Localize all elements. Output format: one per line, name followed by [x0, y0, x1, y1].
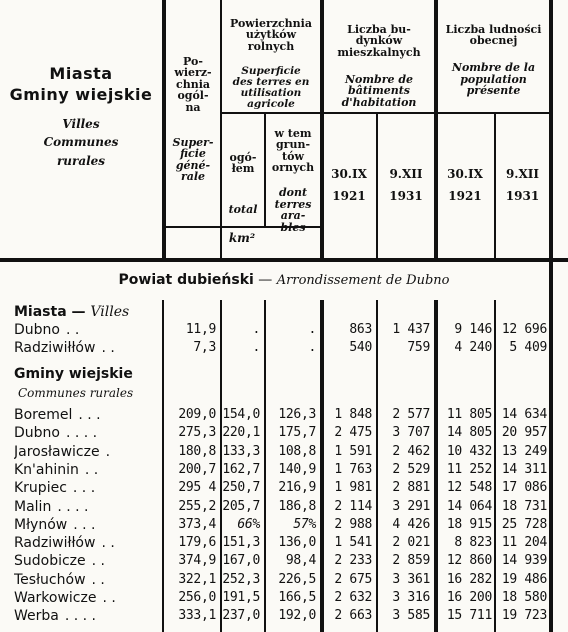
cell-b1931: 3 361: [392, 571, 430, 587]
cell-b1921: 1 763: [334, 461, 372, 477]
corner-header: [0, 66, 162, 167]
cell-agri-arable: 186,8: [278, 498, 316, 514]
table-row: [0, 589, 568, 607]
row-leader-dots: .: [105, 443, 111, 460]
cell-agri-arable: 57%: [293, 516, 316, 532]
table-row: [0, 571, 568, 589]
row-leader-dots: . .: [84, 461, 99, 478]
area-total-header: [166, 44, 220, 195]
cell-agri-total: .: [252, 340, 260, 356]
corner-label-communes: Gminy wiejskie: [9, 84, 153, 104]
cell-b1931: 759: [407, 340, 430, 356]
date-buildings-1921: 30.IX: [331, 167, 367, 181]
row-name: [14, 424, 164, 442]
row-name: [14, 406, 164, 424]
row-leader-dots: . . .: [78, 407, 101, 423]
cell-p1921: 16 282: [446, 571, 492, 587]
cell-p1931: 5 409: [509, 340, 547, 356]
year-population-1921: 1921: [448, 189, 482, 203]
towns-heading-pl: Miasta: [14, 304, 67, 320]
cell-p1931: 19 723: [501, 608, 547, 624]
cell-agri-arable: 216,9: [278, 480, 316, 496]
year-population-1931: 1931: [505, 189, 540, 203]
cell-p1931: 25 728: [501, 516, 547, 532]
cell-b1931: 2 462: [392, 443, 430, 459]
row-name: [14, 589, 164, 607]
cell-area: 322,1: [178, 571, 216, 587]
row-name-text: Radziwiłłów: [14, 535, 96, 552]
cell-agri-arable: 226,5: [278, 571, 316, 587]
cell-b1921: 1 981: [334, 480, 372, 496]
cell-agri-total: 133,3: [222, 443, 260, 459]
row-name: [14, 443, 164, 461]
cell-area: 275,3: [178, 425, 216, 441]
cell-agri-total: 162,7: [222, 461, 260, 477]
area-total-label-fr: Super- ficie géné- rale: [172, 135, 214, 184]
row-name-text: Dubno: [14, 425, 60, 442]
header-bottom-rule: [0, 258, 568, 262]
cell-agri-arable: 126,3: [278, 407, 316, 422]
cell-agri-arable: 192,0: [278, 608, 316, 624]
buildings-header: [324, 12, 434, 120]
cell-b1931: 2 021: [392, 535, 430, 551]
towns-heading-dash: —: [71, 304, 86, 320]
table-row: [0, 552, 568, 570]
buildings-label-fr: Nombre de bâtiments d'habitation: [341, 72, 417, 109]
corner-label-towns: Miasta: [49, 64, 113, 83]
cell-area: 373,4: [178, 516, 216, 532]
section-title-dash: —: [258, 272, 273, 288]
cell-p1931: 17 086: [501, 480, 547, 496]
cell-p1921: 12 548: [446, 480, 492, 496]
towns-heading: [0, 303, 568, 321]
table-row: [0, 498, 568, 516]
corner-label-communes-fr: Communes: [43, 135, 119, 150]
cell-agri-arable: .: [308, 322, 316, 337]
agri-total-header: [222, 140, 264, 227]
table-row: [0, 424, 568, 442]
row-leader-dots: . .: [101, 340, 115, 357]
row-name: [14, 516, 164, 534]
unit-label: km²: [228, 231, 256, 245]
cell-p1931: 18 731: [501, 498, 547, 514]
row-name: [14, 479, 164, 497]
cell-area: 200,7: [178, 461, 216, 477]
cell-agri-total: 205,7: [222, 498, 260, 514]
cell-b1931: 2 577: [392, 407, 430, 422]
agri-total-label-pl: ogó- łem: [229, 150, 257, 176]
cell-agri-total: 237,0: [222, 608, 260, 624]
table-row: [0, 607, 568, 625]
agri-area-label-pl: Powierzchnia użytków rolnych: [229, 16, 312, 53]
cell-b1921: 1 591: [334, 443, 372, 459]
cell-agri-arable: 140,9: [278, 461, 316, 477]
row-name-text: Radziwiłłów: [14, 340, 96, 357]
cell-p1921: 18 915: [446, 516, 492, 532]
table-row: [0, 516, 568, 534]
cell-agri-total: 220,1: [222, 425, 260, 441]
cell-b1931: 3 316: [392, 590, 430, 605]
row-leader-dots: . .: [91, 553, 106, 570]
cell-b1921: 863: [349, 322, 372, 337]
cell-b1931: 2 859: [392, 553, 430, 569]
buildings-label-pl: Liczba bu- dynków mieszkalnych: [337, 22, 421, 59]
row-leader-dots: . . . .: [65, 425, 98, 442]
table-row: [0, 406, 568, 424]
cell-p1931: 13 249: [501, 443, 547, 459]
row-name-text: Tesłuchów: [14, 571, 86, 588]
section-title-fr: Arrondissement de Dubno: [276, 273, 450, 288]
cell-b1931: 3 707: [392, 425, 430, 441]
row-leader-dots: . . .: [72, 480, 96, 497]
cell-p1931: 14 311: [501, 461, 547, 477]
cell-b1921: 540: [349, 340, 372, 356]
row-leader-dots: . . . .: [57, 498, 89, 515]
cell-p1931: 18 580: [501, 590, 547, 605]
row-name-text: Dubno: [14, 322, 60, 338]
row-name: [14, 571, 164, 589]
cell-p1931: 19 486: [501, 571, 547, 587]
cell-p1931: 14 939: [501, 553, 547, 569]
table-row: [0, 479, 568, 497]
row-name-text: Warkowicze: [14, 590, 97, 606]
cell-p1931: 14 634: [501, 407, 547, 422]
row-name: [14, 461, 164, 479]
cell-b1931: 3 585: [392, 608, 430, 624]
row-name: [14, 607, 164, 625]
cell-b1921: 2 632: [334, 590, 372, 605]
row-name-text: Boremel: [14, 407, 73, 423]
cell-area: 11,9: [185, 322, 216, 337]
cell-p1921: 9 146: [454, 322, 492, 337]
row-name-text: Kn'ahinin: [14, 461, 79, 478]
cell-b1921: 2 114: [334, 498, 372, 514]
cell-area: 180,8: [178, 443, 216, 459]
row-name: [14, 534, 164, 552]
row-leader-dots: . .: [102, 590, 116, 606]
area-total-label-pl: Po- wierz- chnia ogól- na: [174, 54, 212, 114]
row-name: [14, 321, 164, 339]
column-divider: [494, 114, 496, 260]
population-label-fr: Nombre de la population présente: [451, 61, 536, 98]
cell-p1921: 14 805: [446, 425, 492, 441]
cell-b1931: 3 291: [392, 498, 430, 514]
cell-agri-total: 252,3: [222, 571, 260, 587]
row-leader-dots: . . . .: [64, 608, 97, 625]
cell-b1931: 4 426: [392, 516, 430, 532]
population-label-pl: Liczba ludności obecnej: [445, 22, 542, 48]
row-leader-dots: . .: [65, 322, 80, 338]
cell-p1921: 8 823: [454, 535, 492, 551]
table-row: [0, 534, 568, 552]
agri-arable-label-pl: w tem grun- tów ornych: [271, 126, 315, 175]
row-name-text: Malin: [14, 498, 52, 515]
corner-label-rurales: rurales: [56, 153, 106, 168]
cell-p1921: 10 432: [446, 443, 492, 459]
cell-agri-arable: .: [308, 340, 316, 356]
cell-b1921: 2 233: [334, 553, 372, 569]
table-row: [0, 321, 568, 339]
date-population-1931: 9.XII: [505, 167, 540, 181]
cell-b1931: 2 881: [392, 480, 430, 496]
cell-b1921: 2 475: [334, 425, 372, 441]
date-buildings-1931: 9.XII: [389, 167, 423, 181]
agri-total-label-fr: total: [228, 203, 258, 217]
cell-b1921: 2 988: [334, 516, 372, 532]
table-row: [0, 339, 568, 357]
towns-heading-fr: Villes: [90, 304, 130, 320]
cell-p1921: 11 805: [446, 407, 492, 422]
cell-area: 333,1: [178, 608, 216, 624]
cell-area: 295 4: [178, 480, 216, 496]
cell-b1921: 1 541: [334, 535, 372, 551]
cell-agri-total: .: [252, 322, 260, 337]
cell-area: 7,3: [193, 340, 216, 356]
cell-agri-total: 151,3: [222, 535, 260, 551]
agri-arable-label-fr: dont terres ara- bles: [274, 186, 312, 234]
cell-agri-arable: 175,7: [278, 425, 316, 441]
cell-area: 209,0: [178, 407, 216, 422]
row-name: [14, 339, 164, 357]
cell-b1921: 2 663: [334, 608, 372, 624]
cell-b1921: 1 848: [334, 407, 372, 422]
cell-p1921: 15 711: [446, 608, 492, 624]
population-header: [438, 12, 549, 108]
cell-p1921: 4 240: [454, 340, 492, 356]
cell-b1931: 2 529: [392, 461, 430, 477]
cell-p1931: 12 696: [501, 322, 547, 337]
section-title: [0, 272, 568, 288]
row-name: [14, 498, 164, 516]
cell-p1921: 14 064: [446, 498, 492, 514]
row-name-text: Werba: [14, 608, 59, 625]
row-name-text: Młynów: [14, 516, 68, 533]
communes-heading-fr: Communes rurales: [18, 386, 134, 400]
row-name-text: Jarosławicze: [14, 443, 100, 460]
agri-area-header: [222, 6, 320, 121]
cell-agri-total: 66%: [237, 516, 260, 532]
row-name-text: Krupiec: [14, 480, 67, 497]
section-title-pl: Powiat dubieński: [118, 272, 254, 288]
table-row: [0, 461, 568, 479]
cell-agri-total: 154,0: [222, 407, 260, 422]
year-buildings-1931: 1931: [389, 189, 423, 203]
row-name: [14, 552, 164, 570]
cell-p1921: 11 252: [446, 461, 492, 477]
row-leader-dots: . .: [91, 571, 105, 588]
corner-label-villes: Villes: [62, 116, 100, 131]
agri-arable-header: [266, 116, 320, 245]
agri-area-label-fr: Superficie des terres en utilisation agricole: [232, 64, 310, 110]
row-leader-dots: . . .: [73, 516, 96, 533]
cell-agri-total: 250,7: [222, 480, 260, 496]
cell-agri-arable: 166,5: [278, 590, 316, 605]
cell-b1921: 2 675: [334, 571, 372, 587]
communes-heading-pl: Gminy wiejskie: [14, 366, 133, 382]
cell-p1931: 11 204: [501, 535, 547, 551]
cell-area: 255,2: [178, 498, 216, 514]
cell-agri-total: 191,5: [222, 590, 260, 605]
row-leader-dots: . .: [101, 535, 115, 552]
cell-b1931: 1 437: [392, 322, 430, 337]
cell-p1921: 12 860: [446, 553, 492, 569]
cell-p1931: 20 957: [501, 425, 547, 441]
column-divider: [376, 114, 378, 260]
cell-agri-arable: 98,4: [285, 553, 316, 569]
cell-area: 179,6: [178, 535, 216, 551]
cell-area: 256,0: [178, 590, 216, 605]
table-row: [0, 443, 568, 461]
date-population-1921: 30.IX: [447, 167, 483, 181]
cell-agri-arable: 136,0: [278, 535, 316, 551]
cell-agri-arable: 108,8: [278, 443, 316, 459]
cell-area: 374,9: [178, 553, 216, 569]
cell-agri-total: 167,0: [222, 553, 260, 569]
year-buildings-1921: 1921: [332, 189, 366, 203]
row-name-text: Sudobicze: [14, 553, 86, 570]
cell-p1921: 16 200: [446, 590, 492, 605]
